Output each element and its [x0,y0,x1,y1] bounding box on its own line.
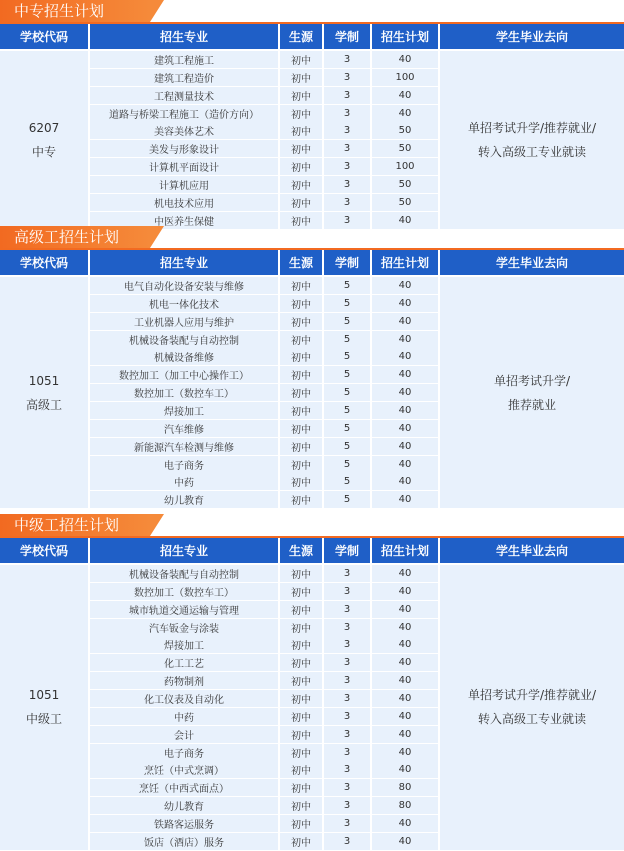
major-cell: 烹饪（中式烹调） [90,761,278,778]
duration-cell: 3 [324,212,370,229]
major-cell: 汽车维修 [90,420,278,437]
major-cell: 城市轨道交通运输与管理 [90,601,278,618]
header-plan: 招生计划 [372,538,438,563]
duration-cell: 3 [324,122,370,139]
duration-cell: 3 [324,619,370,636]
major-cell: 新能源汽车检测与维修 [90,438,278,455]
table-row [90,726,438,743]
major-cell: 焊接加工 [90,402,278,419]
table-row [90,158,438,175]
source-cell: 初中 [280,779,322,796]
duration-cell: 5 [324,277,370,294]
header-major: 招生专业 [90,250,278,275]
plan-cell: 40 [372,601,438,618]
graduate-destination-cell [440,51,624,229]
header-destination: 学生毕业去向 [440,24,624,49]
table-row [90,122,438,139]
table-row [90,619,438,636]
plan-cell: 50 [372,194,438,211]
source-cell: 初中 [280,761,322,778]
major-cell: 工业机器人应用与维护 [90,313,278,330]
major-cell: 化工工艺 [90,654,278,671]
plan-cell: 40 [372,473,438,490]
plan-cell: 40 [372,690,438,707]
source-cell: 初中 [280,87,322,104]
duration-cell: 5 [324,420,370,437]
duration-cell: 3 [324,565,370,582]
source-cell: 初中 [280,672,322,689]
source-cell: 初中 [280,402,322,419]
table-row [90,833,438,850]
header-major: 招生专业 [90,538,278,563]
plan-cell: 40 [372,708,438,725]
school-code-text: 1051 [28,373,60,388]
school-code-cell [0,51,88,229]
plan-cell: 40 [372,51,438,68]
source-cell: 初中 [280,51,322,68]
duration-cell: 3 [324,87,370,104]
table-row [90,69,438,86]
source-cell: 初中 [280,473,322,490]
duration-cell: 3 [324,601,370,618]
duration-cell: 3 [324,708,370,725]
duration-cell: 3 [324,158,370,175]
duration-cell: 3 [324,51,370,68]
table-row [90,565,438,582]
graduate-destination-text: 转入高级工专业就读 [477,712,586,727]
enrollment-table [0,24,624,230]
duration-cell: 5 [324,473,370,490]
source-cell: 初中 [280,366,322,383]
table-row [90,105,438,122]
school-code-cell [0,277,88,508]
source-cell: 初中 [280,726,322,743]
source-cell: 初中 [280,565,322,582]
major-cell: 美发与形象设计 [90,140,278,157]
major-cell: 机电一体化技术 [90,295,278,312]
plan-cell: 40 [372,491,438,508]
graduate-destination-text: 推荐就业 [507,397,556,412]
source-cell: 初中 [280,438,322,455]
graduate-destination-cell [440,277,624,508]
source-cell: 初中 [280,491,322,508]
table-row [90,491,438,508]
plan-cell: 40 [372,815,438,832]
plan-cell: 40 [372,583,438,600]
source-cell: 初中 [280,619,322,636]
table-row [90,601,438,618]
duration-cell: 3 [324,636,370,653]
plan-cell: 40 [372,565,438,582]
source-cell: 初中 [280,158,322,175]
duration-cell: 3 [324,69,370,86]
graduate-destination-cell [440,565,624,850]
plan-cell: 40 [372,654,438,671]
plan-cell: 40 [372,212,438,229]
duration-cell: 3 [324,815,370,832]
plan-cell: 40 [372,105,438,122]
table-row [90,672,438,689]
header-duration: 学制 [324,538,370,563]
header-school-code: 学校代码 [0,24,88,49]
duration-cell: 3 [324,194,370,211]
duration-cell: 5 [324,438,370,455]
header-major: 招生专业 [90,24,278,49]
source-cell: 初中 [280,212,322,229]
section-title: 中级工招生计划 [14,516,120,534]
duration-cell: 3 [324,744,370,761]
table-row [90,583,438,600]
header-plan: 招生计划 [372,24,438,49]
section-title: 中专招生计划 [14,2,105,20]
major-cell: 计算机平面设计 [90,158,278,175]
header-destination: 学生毕业去向 [440,250,624,275]
major-cell: 计算机应用 [90,176,278,193]
major-cell: 药物制剂 [90,672,278,689]
school-code-text: 1051 [28,688,60,703]
table-row [90,744,438,761]
table-row [90,295,438,312]
school-code-cell [0,565,88,850]
source-cell: 初中 [280,140,322,157]
major-cell: 工程测量技术 [90,87,278,104]
graduate-destination-text: 单招考试升学/推荐就业/ [467,120,597,135]
duration-cell: 3 [324,105,370,122]
source-cell: 初中 [280,456,322,473]
table-row [90,654,438,671]
plan-cell: 40 [372,833,438,850]
table-row [90,779,438,796]
plan-cell: 40 [372,636,438,653]
major-cell: 机械设备装配与自动控制 [90,565,278,582]
duration-cell: 3 [324,797,370,814]
table-row [90,194,438,211]
table-row [90,438,438,455]
school-code-text: 中级工 [25,712,62,727]
duration-cell: 5 [324,348,370,365]
table-row [90,815,438,832]
duration-cell: 5 [324,331,370,348]
header-duration: 学制 [324,24,370,49]
plan-cell: 40 [372,672,438,689]
major-cell: 机械设备维修 [90,348,278,365]
header-source: 生源 [280,24,322,49]
plan-cell: 40 [372,277,438,294]
major-cell: 道路与桥梁工程施工（造价方向） [90,105,278,122]
plan-cell: 40 [372,438,438,455]
graduate-destination-text: 转入高级工专业就读 [477,144,586,159]
source-cell: 初中 [280,69,322,86]
major-cell: 机械设备装配与自动控制 [90,331,278,348]
major-cell: 烹饪（中西式面点） [90,779,278,796]
source-cell: 初中 [280,277,322,294]
major-cell: 焊接加工 [90,636,278,653]
duration-cell: 3 [324,654,370,671]
plan-cell: 40 [372,761,438,778]
major-cell: 数控加工（数控车工） [90,583,278,600]
plan-cell: 80 [372,779,438,796]
duration-cell: 5 [324,456,370,473]
duration-cell: 3 [324,779,370,796]
source-cell: 初中 [280,654,322,671]
table-row [90,402,438,419]
plan-cell: 100 [372,158,438,175]
header-source: 生源 [280,250,322,275]
table-row [90,87,438,104]
source-cell: 初中 [280,194,322,211]
section-title-tab [0,226,150,248]
school-code-text: 中专 [31,144,56,159]
major-cell: 会计 [90,726,278,743]
plan-cell: 80 [372,797,438,814]
plan-cell: 40 [372,313,438,330]
major-cell: 建筑工程施工 [90,51,278,68]
source-cell: 初中 [280,105,322,122]
source-cell: 初中 [280,797,322,814]
table-row [90,456,438,473]
section-title-tab [0,0,150,22]
header-school-code: 学校代码 [0,250,88,275]
duration-cell: 5 [324,384,370,401]
source-cell: 初中 [280,601,322,618]
duration-cell: 3 [324,583,370,600]
table-row [90,313,438,330]
plan-cell: 40 [372,744,438,761]
plan-cell: 40 [372,348,438,365]
table-row [90,176,438,193]
table-row [90,761,438,778]
major-cell: 电子商务 [90,744,278,761]
section-1 [0,0,624,230]
plan-cell: 40 [372,619,438,636]
duration-cell: 5 [324,295,370,312]
table-row [90,690,438,707]
table-row [90,420,438,437]
major-cell: 幼儿教育 [90,797,278,814]
table-row [90,384,438,401]
plan-cell: 50 [372,140,438,157]
duration-cell: 3 [324,176,370,193]
major-cell: 美容美体艺术 [90,122,278,139]
duration-cell: 3 [324,140,370,157]
plan-cell: 100 [372,69,438,86]
plan-cell: 40 [372,456,438,473]
plan-cell: 40 [372,366,438,383]
section-3 [0,514,624,851]
source-cell: 初中 [280,420,322,437]
header-plan: 招生计划 [372,250,438,275]
section-title-tab [0,514,150,536]
source-cell: 初中 [280,313,322,330]
table-row [90,51,438,68]
graduate-destination-text: 单招考试升学/ [493,373,571,388]
major-cell: 中医养生保健 [90,212,278,229]
source-cell: 初中 [280,384,322,401]
graduate-destination-text: 单招考试升学/推荐就业/ [467,688,597,703]
header-source: 生源 [280,538,322,563]
table-row [90,366,438,383]
major-cell: 数控加工（数控车工） [90,384,278,401]
duration-cell: 5 [324,402,370,419]
plan-cell: 50 [372,176,438,193]
plan-cell: 40 [372,420,438,437]
duration-cell: 3 [324,690,370,707]
plan-cell: 40 [372,402,438,419]
major-cell: 电气自动化设备安装与维修 [90,277,278,294]
source-cell: 初中 [280,348,322,365]
source-cell: 初中 [280,815,322,832]
school-code-text: 6207 [28,120,60,135]
major-cell: 中药 [90,708,278,725]
source-cell: 初中 [280,636,322,653]
plan-cell: 40 [372,295,438,312]
plan-cell: 40 [372,726,438,743]
major-cell: 中药 [90,473,278,490]
duration-cell: 3 [324,672,370,689]
source-cell: 初中 [280,833,322,850]
source-cell: 初中 [280,122,322,139]
duration-cell: 5 [324,313,370,330]
header-destination: 学生毕业去向 [440,538,624,563]
table-row [90,140,438,157]
major-cell: 数控加工（加工中心操作工） [90,366,278,383]
section-title: 高级工招生计划 [14,228,120,246]
major-cell: 汽车钣金与涂装 [90,619,278,636]
plan-cell: 50 [372,122,438,139]
enrollment-table [0,250,624,509]
enrollment-table [0,538,624,851]
duration-cell: 5 [324,366,370,383]
major-cell: 铁路客运服务 [90,815,278,832]
duration-cell: 5 [324,491,370,508]
major-cell: 电子商务 [90,456,278,473]
duration-cell: 3 [324,761,370,778]
major-cell: 机电技术应用 [90,194,278,211]
source-cell: 初中 [280,690,322,707]
major-cell: 建筑工程造价 [90,69,278,86]
plan-cell: 40 [372,331,438,348]
table-row [90,636,438,653]
plan-cell: 40 [372,87,438,104]
header-duration: 学制 [324,250,370,275]
section-2 [0,226,624,509]
header-school-code: 学校代码 [0,538,88,563]
source-cell: 初中 [280,295,322,312]
major-cell: 化工仪表及自动化 [90,690,278,707]
table-row [90,331,438,348]
plan-cell: 40 [372,384,438,401]
table-row [90,708,438,725]
table-row [90,348,438,365]
school-code-text: 高级工 [25,397,62,412]
table-row [90,277,438,294]
source-cell: 初中 [280,744,322,761]
source-cell: 初中 [280,583,322,600]
major-cell: 饭店（酒店）服务 [90,833,278,850]
duration-cell: 3 [324,726,370,743]
source-cell: 初中 [280,708,322,725]
source-cell: 初中 [280,176,322,193]
table-row [90,473,438,490]
table-row [90,797,438,814]
source-cell: 初中 [280,331,322,348]
duration-cell: 3 [324,833,370,850]
major-cell: 幼儿教育 [90,491,278,508]
